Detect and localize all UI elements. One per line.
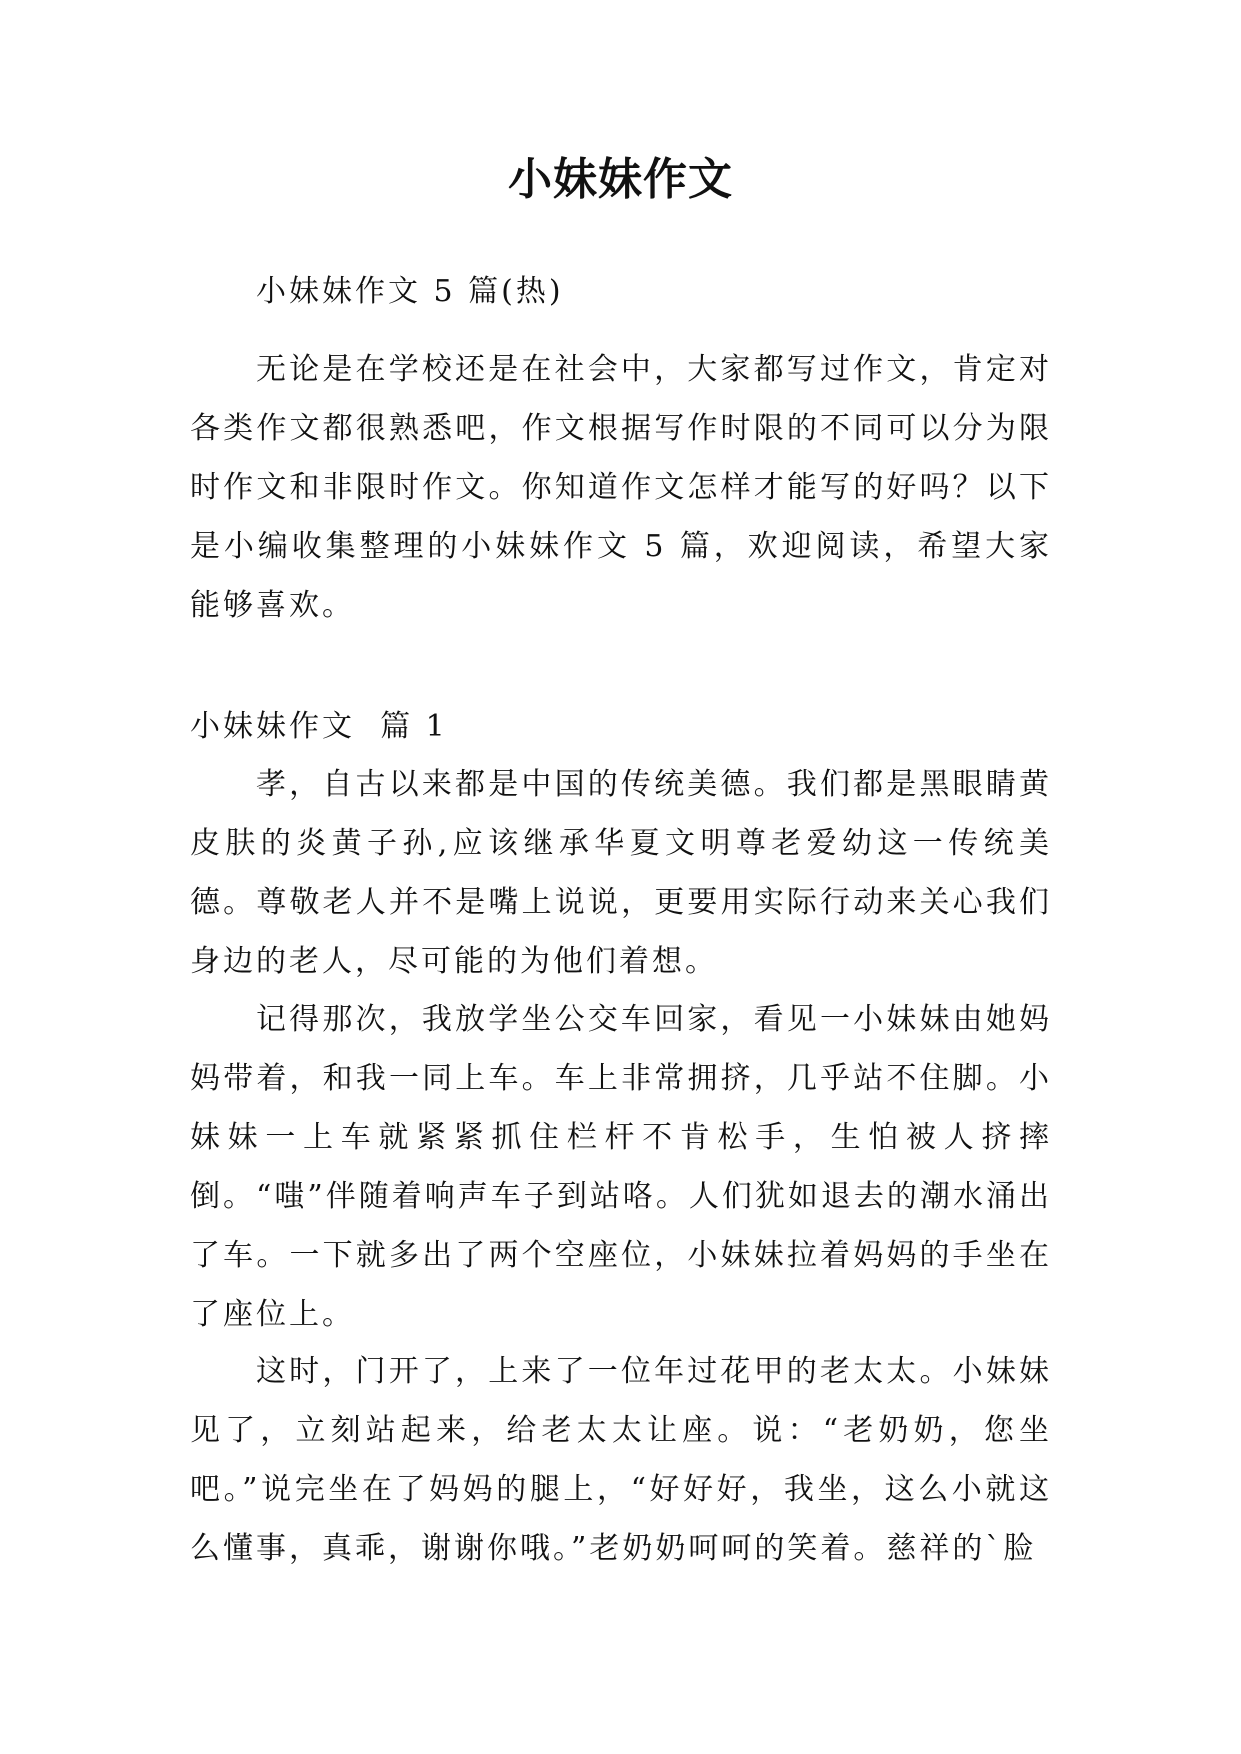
document-subtitle: 小妹妹作文 5 篇(热)	[256, 274, 564, 309]
body-paragraph: 记得那次，我放学坐公交车回家，看见一小妹妹由她妈妈带着，和我一同上车。车上非常拥挤，几乎站不住脚。小妹妹一上车就紧紧抓住栏杆不肯松手，生怕被人挤摔倒。“嗤”伴随着响声车子到站咯。人们犹如退去的潮水涌出了车。一下就多出了两个空座位，小妹妹拉着妈妈的手坐在了座位上。	[190, 1002, 1052, 1332]
intro-paragraph: 无论是在学校还是在社会中，大家都写过作文，肯定对各类作文都很熟悉吧，作文根据写作时限的不同可以分为限时作文和非限时作文。你知道作文怎样才能写的好吗？以下是小编收集整理的小妹妹作文 5 篇，欢迎阅读，希望大家能够喜欢。	[190, 352, 1052, 623]
section-heading: 小妹妹作文 篇 1	[190, 709, 448, 744]
body-paragraph: 这时，门开了，上来了一位年过花甲的老太太。小妹妹见了，立刻站起来，给老太太让座。说：“老奶奶，您坐吧。”说完坐在了妈妈的腿上，“好好好，我坐，这么小就这么懂事，真乖，谢谢你哦。”老奶奶呵呵的笑着。慈祥的`脸	[190, 1354, 1052, 1566]
page-title: 小妹妹作文	[508, 154, 733, 205]
body-paragraph: 孝，自古以来都是中国的传统美德。我们都是黑眼睛黄皮肤的炎黄子孙,应该继承华夏文明尊老爱幼这一传统美德。尊敬老人并不是嘴上说说，更要用实际行动来关心我们身边的老人，尽可能的为他们着想。	[190, 767, 1052, 979]
